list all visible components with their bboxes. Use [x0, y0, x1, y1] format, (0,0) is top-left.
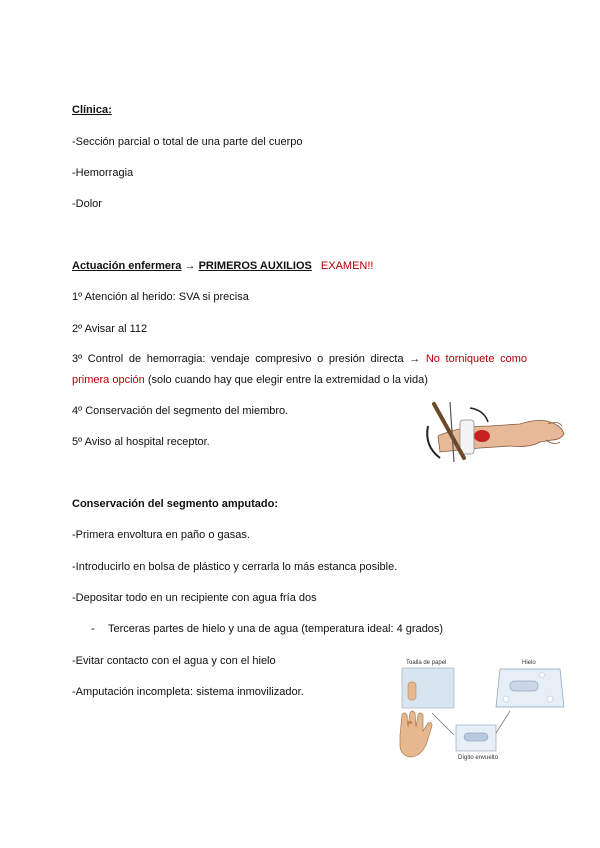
conservacion-item-incompleta: -Amputación incompleta: sistema inmovilizador. [72, 686, 304, 698]
step-5: 5º Aviso al hospital receptor. [72, 436, 210, 448]
actuacion-heading-line [72, 259, 373, 273]
arm-tourniquet-illustration [420, 396, 568, 466]
step-2: 2º Avisar al 112 [72, 323, 148, 335]
conservacion-heading: Conservación del segmento amputado: [72, 498, 278, 510]
towel-label: Toalla de papel [406, 660, 447, 666]
finger-preservation-illustration [392, 655, 570, 765]
clinica-item-seccion: -Sección parcial o total de una parte del cuerpo [72, 136, 303, 148]
conservacion-subitem-hielo: Terceras partes de hielo y una de agua (temperatura ideal: 4 grados) [108, 623, 444, 635]
conservacion-item-recipiente: -Depositar todo en un recipiente con agua fría dos [72, 592, 317, 604]
step-3-warning: No torniquete como primera opción [72, 353, 527, 386]
primeros-auxilios-heading: PRIMEROS AUXILIOS [198, 260, 312, 272]
sub-bullet-dash: - [91, 623, 95, 635]
ice-label: Hielo [522, 660, 536, 666]
step-4: 4º Conservación del segmento del miembro. [72, 405, 289, 417]
clinica-item-hemorragia: -Hemorragia [72, 167, 134, 179]
step-3-end: (solo cuando hay que elegir entre la extremidad o la vida) [144, 374, 428, 386]
conservacion-item-bolsa: -Introducirlo en bolsa de plástico y cerrarla lo más estanca posible. [72, 561, 398, 573]
step-1: 1º Atención al herido: SVA si precisa [72, 291, 249, 303]
arrow: → [181, 260, 199, 272]
digit-label: Dígito envuelto [458, 755, 499, 761]
step-3 [72, 349, 527, 391]
exam-note: EXAMEN!! [320, 260, 374, 272]
actuacion-heading: Actuación enfermera [72, 260, 182, 272]
clinica-heading: Clínica: [72, 104, 112, 116]
conservacion-item-envoltura: -Primera envoltura en paño o gasas. [72, 529, 250, 541]
step-3-start: 3º Control de hemorragia: vendaje compresivo o presión directa → [72, 353, 426, 365]
conservacion-item-evitar: -Evitar contacto con el agua y con el hielo [72, 655, 276, 667]
clinica-item-dolor: -Dolor [72, 198, 102, 210]
